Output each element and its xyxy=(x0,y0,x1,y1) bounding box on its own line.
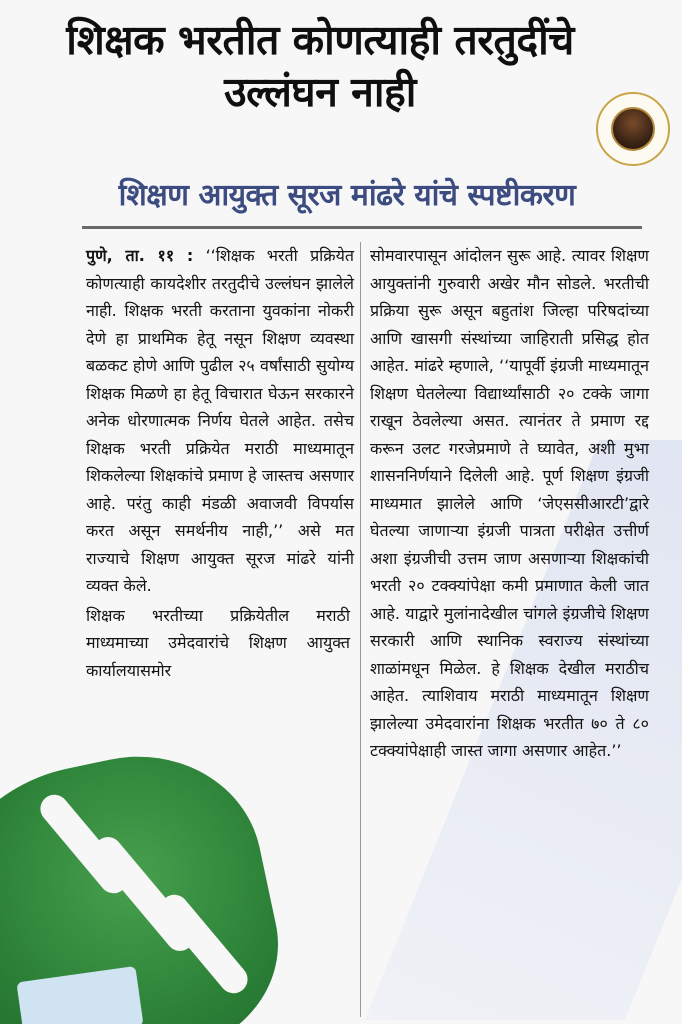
article-paragraph xyxy=(86,242,354,600)
column-divider xyxy=(360,242,361,1017)
dateline: पुणे, ता. ११ : xyxy=(86,246,194,265)
subheadline: शिक्षण आयुक्त सूरज मांढरे यांचे स्पष्टीकरण xyxy=(118,178,576,213)
paragraph-text: ‘‘शिक्षक भरती प्रक्रियेत कोणत्याही कायदेशीर तरतुदीचे उल्लंघन झालेले नाही. शिक्षक भरती करताना युवकांना नोकरी देणे हा प्राथमिक हेतू नसून शिक्षण व्यवस्था बळकट होणे आणि पुढील २५ वर्षांसाठी सुयोग्य शिक्षक मिळणे हा हेतू विचारात घेऊन सरकारने अनेक धोरणात्मक निर्णय घेतले आहेत. तसेच शिक्षक भरती प्रक्रियेत मराठी माध्यमातून शिकलेल्या शिक्षकांचे प्रमाण हे जास्तच असणार आहे. परंतु काही मंडळी अवाजवी विपर्यास करत असून समर्थनीय नाही,’’ असे मत राज्याचे शिक्षण आयुक्त सूरज मांढरे यांनी व्यक्त केले. xyxy=(86,246,355,595)
watermark-logo xyxy=(596,92,670,166)
article-paragraph: शिक्षक भरतीच्या प्रक्रियेतील मराठी माध्यमाच्या उमेदवारांचे शिक्षण आयुक्त कार्यालयासमोर xyxy=(86,605,350,680)
article-column-left xyxy=(86,242,354,684)
article-paragraph: सोमवारपासून आंदोलन सुरू आहे. त्यावर शिक्षण आयुक्तांनी गुरुवारी अखेर मौन सोडले. भरतीची प्रक्रिया सुरू असून बहुतांश जिल्हा परिषदांच्या आणि खासगी संस्थांच्या जाहिराती प्रसिद्ध होत आहेत. मांढरे म्हणाले, ‘‘यापूर्वी इंग्रजी माध्यमातून शिक्षण घेतलेल्या विद्यार्थ्यांसाठी २० टक्के जागा राखून ठेवलेल्या असत. त्यानंतर ते प्रमाण रद्द करून उलट गरजेप्रमाणे ते घ्यावेत, अशी मुभा शासननिर्णयाने दिलेली आहे. पूर्ण शिक्षण इंग्रजी माध्यमात झालेले आणि ‘जेएससीआरटी’द्वारे घेतल्या जाणाऱ्या इंग्रजी पात्रता परीक्षेत उत्तीर्ण अशा इंग्रजीची उत्तम जाण असणाऱ्या शिक्षकांची भरती २० टक्क्यांपेक्षा कमी प्रमाणात केली जात आहे. याद्वारे मुलांनादेखील चांगले इंग्रजीचे शिक्षण सरकारी आणि स्थानिक स्वराज्य संस्थांच्या शाळांमधून मिळेल. हे शिक्षक देखील मराठीच आहेत. त्याशिवाय मराठी माध्यमातून शिक्षण झालेल्या उमेदवारांना शिक्षक भरतीत ७० ते ८० टक्क्यांपेक्षाही जास्त जागा असणार आहेत.’’ xyxy=(370,246,649,760)
article-column-right xyxy=(370,242,649,765)
divider-rule xyxy=(82,226,642,229)
portrait-seal-icon xyxy=(611,107,655,151)
headline: शिक्षक भरतीत कोणत्याही तरतुदींचे उल्लंघन नाही xyxy=(66,16,574,116)
